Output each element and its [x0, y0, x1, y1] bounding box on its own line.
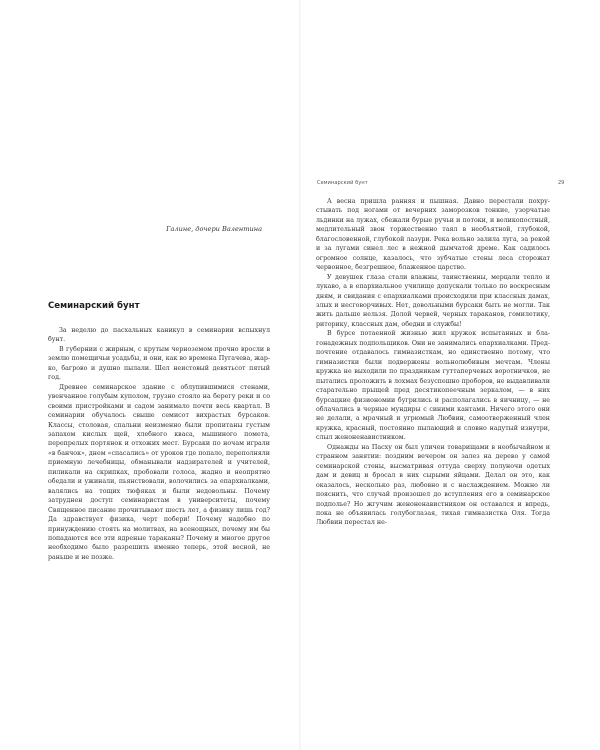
paragraph: В бурсе потаенной жизнью жил кружок испытанных и благонадежных подпольщиков. Они не занимались епархиалками. Предпочтение отдавалось гимназисткам, но единственно потому, что гимназистки были подвержены вольнолюбивым мечтам. Члены кружка не выходили по праздникам гуттаперчевых воротничков, не пытались проложить в лохмах безуспешно проборов, не выдавливали старательно прыщей пред десятикопеечным зеркалом, — в них бурсацкие физиономии бугрились и располагались в яичницу, — не облачались в черные мундиры с синими кантами. Ничего этого они не делали, а мрачный и угрюмый Любвин, самоотверженный член кружка, красный, постоянно пылающий и словно надутый изнутри, слыл женоненавистником.: [316, 330, 550, 442]
running-head: Семинарский бунт: [317, 180, 368, 186]
paragraph: У девушек глаза стали влажны, таинственны, мерцали тепло и лукаво, а в епархиальное училище допускали только по воскресным дням, и свидания с епархиалками происходили при классных дамах, злых и несговорчивых. Нет, довольными бурсаки быть не могли. Так жить дальше нельзя. Долой червей, черных тараканов, гомилетику, риторику, классных дам, обедни и службы!: [316, 273, 550, 328]
right-page-body: [316, 197, 550, 528]
left-page-body: [48, 326, 270, 562]
paragraph: Однажды на Пасху он был уличен товарищами в необычайном и странном занятии: поздним вечером он залез на дерево у самой семинарской стены, высматривая оттуда сверху полуночи одетых дам и девиц и бросал в них сырыми яйцами. Делал он это, как оказалось, несколько раз, любовно и с наслаждением. Можно ли пояснить, что случай произошел до вступления его в семинарское подполье? Но жгучим женоненавистником он оставался и впредь, пока не объявилась голубоглазая, тихая гимназистка Оля. Тогда Любвин перестал не-: [316, 443, 550, 527]
right-page: [300, 0, 600, 750]
page-number: 29: [558, 180, 565, 186]
paragraph: За неделю до пасхальных каникул в семинарии вспыхнул бунт.: [48, 327, 270, 344]
paragraph: Древнее семинарское здание с облупившимися стенами, увенчанное голубым куполом, грузно стояло на берегу реки и со своими пристройками и садом занимало почти весь квартал. В семинарии обучалось свыше семисот вихрастых бурсаков. Классы, столовая, спальни неизменно были пропитаны густым запахом кислых щей, хлебного кваса, мышиного помета, перепрелых портянок и отхожих мест. Бурсаки по ночам играли «в банчок», днем «спасались» от уроков где попало, переполняли приемную лечебницы, обманывали надзирателей и учителей, пиликали на скрипках, пробовали голоса, жадно и неопрятно обедали и ужинали, пьянствовали, волочились за епархиалками, валялись на тощих тюфяках и были недовольны. Почему затруднен доступ семинаристам в университеты, почему Священное писание прочитывают шесть лет, а физику лишь год? Да здравствует физика, черт побери! Почему надобно по принуждению стоять на молитвах, на всенощных, почему им бы попадаются все эти ядреные тараканы? Почему и многое другое необходимо было разрешить именно теперь, этой весной, не раньше и не позже.: [48, 383, 270, 561]
paragraph: А весна пришла ранняя и пышная. Давно перестали похрустывать под ногами от вечерних заморозков тонкие, узорчатые льдинки на лужах, сбежали бурые ручьи и потоки, и великопостный, медлительный звон торжественно таял в необъятной, глубокой, благословенной, глубокой лазури. Река вольно залила луга, за рекой и за лугами синел лес в нежной дымчатой дреме. Как садилось огромное солнце, казалось, что зубчатые стены леса сторожат червонное, безгрешное, блаженное царство.: [316, 198, 550, 272]
paragraph: В губернии с жирным, с крутым черноземом прочно вросли в землю помещичьи усадьбы, и они, как во времена Пугачева, жарко, багрово и душно пылали. Шел неистовый девятьсот пятый год.: [48, 345, 270, 382]
dedication: Галине, дочери Валентина: [166, 225, 262, 233]
chapter-title: Семинарский бунт: [48, 301, 140, 311]
